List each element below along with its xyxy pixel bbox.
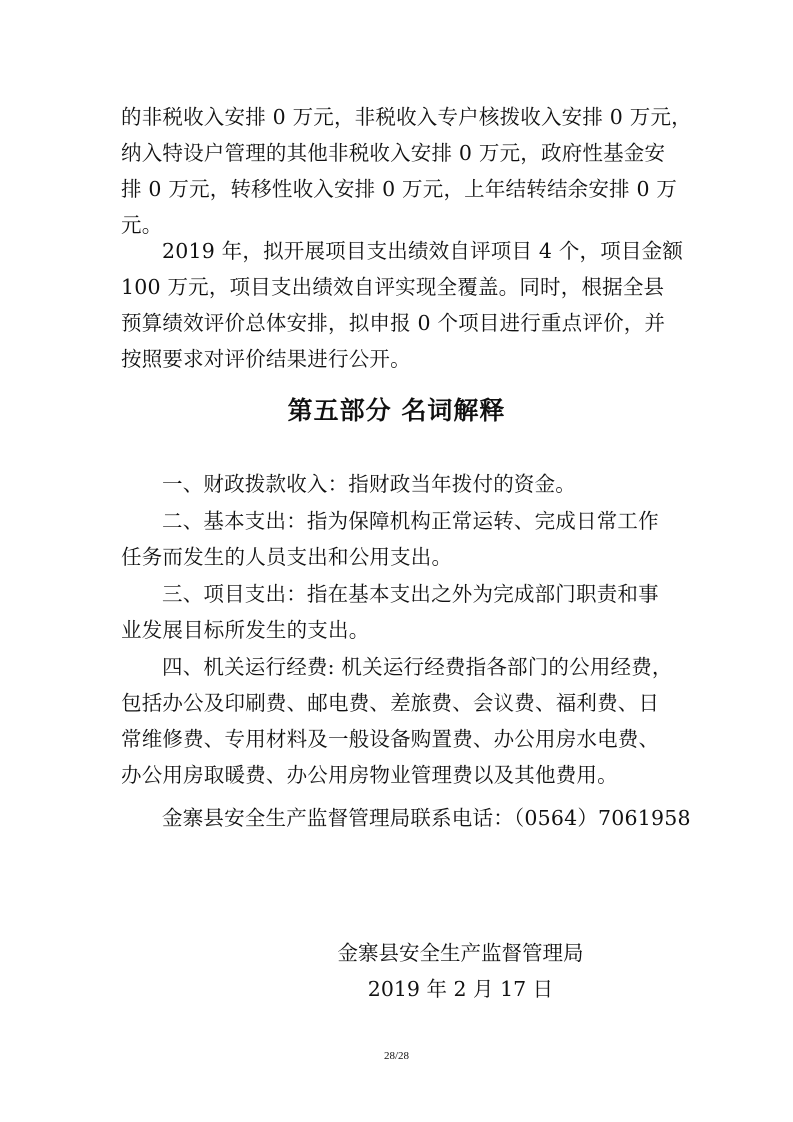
definition-line: 四、机关运行经费: 机关运行经费指各部门的公用经费， xyxy=(162,655,673,679)
definition-line: 常维修费、专用材料及一般设备购置费、办公用房水电费、 xyxy=(121,727,660,751)
text-line: 的非税收入安排 0 万元，非税收入专户核拨收入安排 0 万元， xyxy=(121,105,692,129)
section-title: 第五部分 名词解释 xyxy=(287,396,506,425)
definition-line: 办公用房取暖费、办公用房物业管理费以及其他费用。 xyxy=(121,763,618,787)
signature-date: 2019 年 2 月 17 日 xyxy=(367,977,554,1001)
definition-line: 二、基本支出：指为保障机构正常运转、完成日常工作 xyxy=(162,509,659,533)
contact-line: 金寨县安全生产监督管理局联系电话：（0564）7061958 xyxy=(162,806,691,830)
text-line: 按照要求对评价结果进行公开。 xyxy=(121,347,411,371)
text-line: 元。 xyxy=(121,213,163,237)
text-line: 预算绩效评价总体安排，拟申报 0 个项目进行重点评价，并 xyxy=(121,311,666,335)
signature-org: 金寨县安全生产监督管理局 xyxy=(337,941,584,965)
text-line: 100 万元，项目支出绩效自评实现全覆盖。同时，根据全县 xyxy=(121,275,665,299)
definition-line: 一、财政拨款收入：指财政当年拨付的资金。 xyxy=(162,472,576,496)
text-line: 纳入特设户管理的其他非税收入安排 0 万元，政府性基金安 xyxy=(121,141,666,165)
definition-line: 三、项目支出：指在基本支出之外为完成部门职责和事 xyxy=(162,582,659,606)
text-line: 2019 年，拟开展项目支出绩效自评项目 4 个，项目金额 xyxy=(162,239,684,263)
definition-line: 任务而发生的人员支出和公用支出。 xyxy=(121,545,453,569)
definition-line: 包括办公及印刷费、邮电费、差旅费、会议费、福利费、日 xyxy=(121,691,660,715)
text-line: 排 0 万元，转移性收入安排 0 万元，上年结转结余安排 0 万 xyxy=(121,177,678,201)
page-number: 28/28 xyxy=(383,1050,410,1062)
definition-line: 业发展目标所发生的支出。 xyxy=(121,618,370,642)
